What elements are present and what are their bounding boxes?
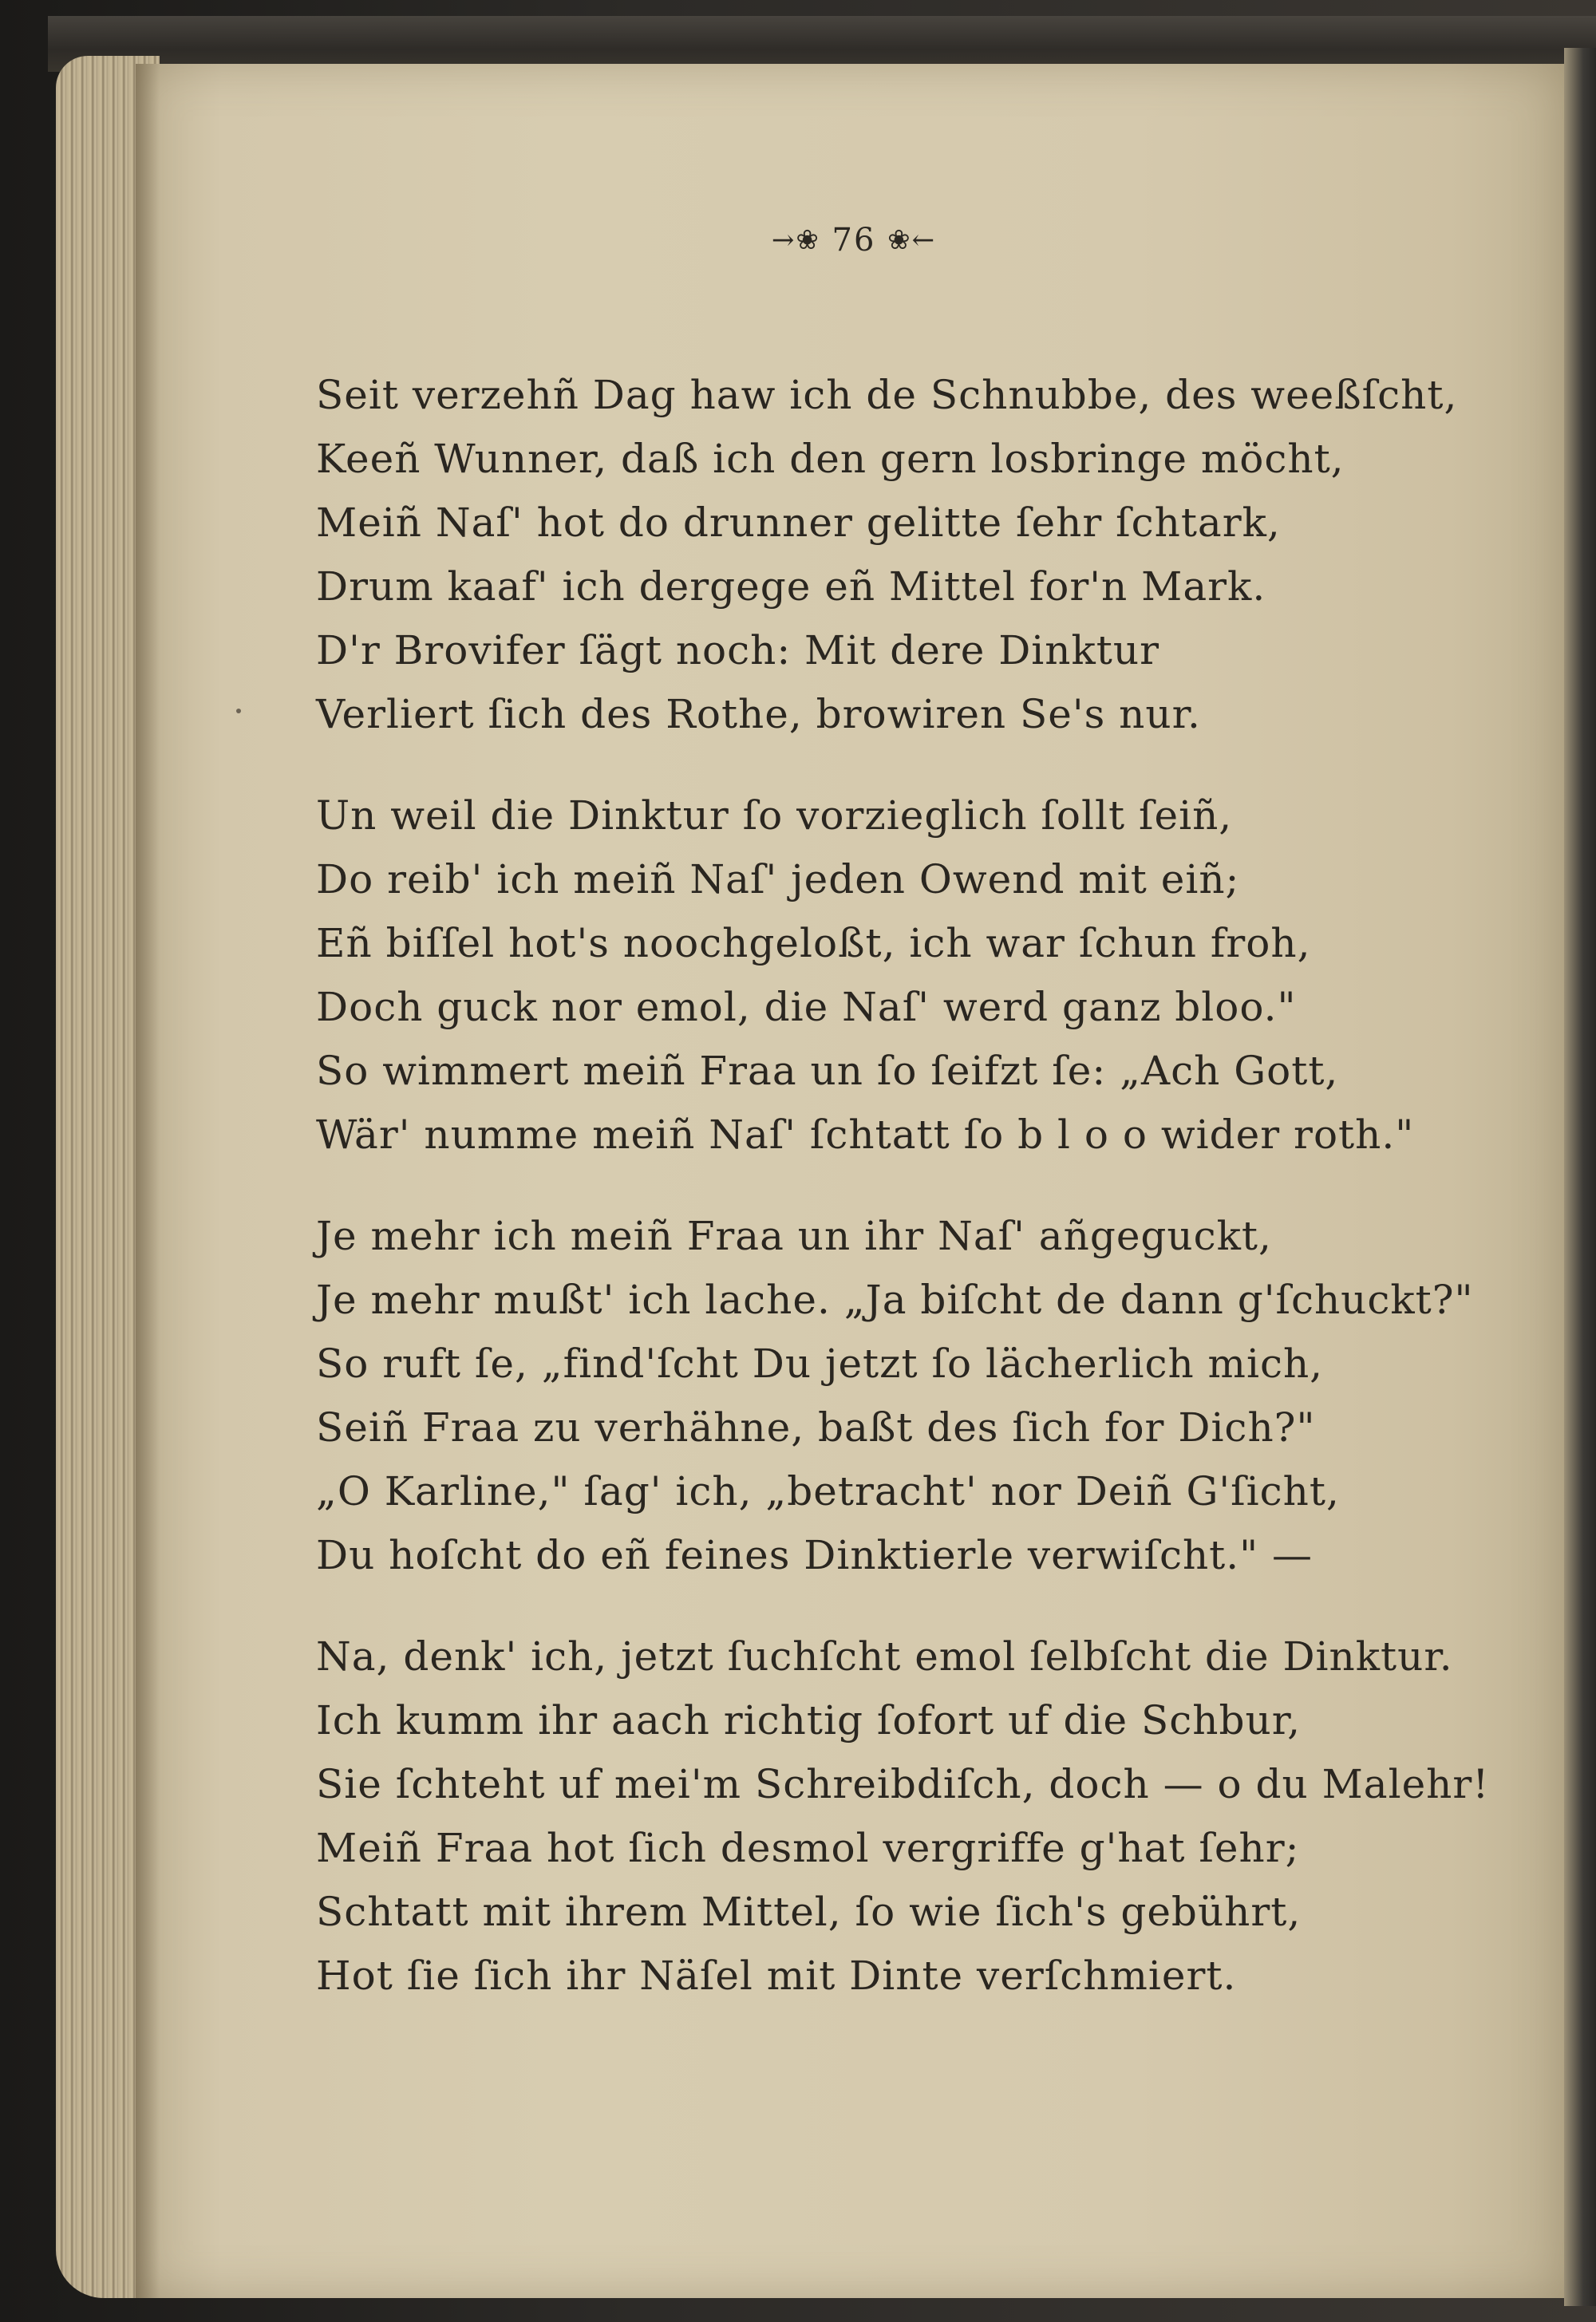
poem-body [316,363,1490,2045]
poem-line: Seiñ Fraa zu verhähne, baßt des ſich for Dich?" [316,1404,1316,1451]
ornament-right-icon: ❀← [887,224,937,256]
poem-line: Un weil die Dinktur ſo vorzieglich ſollt ſeiñ, [316,792,1233,839]
poem-line: So ruft ſe, „find'ſcht Du jetzt ſo lächerlich mich, [316,1341,1324,1387]
page-number: 76 [832,222,876,259]
margin-dot [236,709,241,713]
poem-line: Meiñ Naſ' hot do drunner gelitte ſehr ſchtark, [316,500,1281,546]
poem-line: Meiñ Fraa hot ſich desmol vergriffe g'hat ſehr; [316,1825,1300,1871]
poem-line: Hot ſie ſich ihr Näſel mit Dinte verſchmiert. [316,1953,1237,1999]
poem-line: „O Karline," ſag' ich, „betracht' nor Deiñ G'ſicht, [316,1468,1340,1514]
poem-line: Verliert ſich des Rothe, browiren Se's nur. [316,691,1201,737]
poem-line: Drum kaaf' ich dergege eñ Mittel for'n Mark. [316,563,1266,610]
poem-line: So wimmert meiñ Fraa un ſo ſeifzt ſe: „Ach Gott, [316,1048,1339,1094]
poem-line: D'r Brovifer ſägt noch: Mit dere Dinktur [316,627,1159,673]
poem-line: Seit verzehñ Dag haw ich de Schnubbe, des weeßſcht, [316,372,1458,418]
poem-line: Je mehr ich meiñ Fraa un ihr Naſ' añgeguckt, [316,1213,1272,1259]
poem-line: Na, denk' ich, jetzt ſuchſcht emol ſelbſcht die Dinktur. [316,1633,1453,1680]
stanza-1 [316,363,1458,746]
poem-line: Doch guck nor emol, die Naſ' werd ganz bloo." [316,984,1297,1030]
stanza-2 [316,784,1449,1167]
poem-line: Ich kumm ihr aach richtig ſofort uf die Schbur, [316,1697,1302,1743]
ornament-left-icon: →❀ [771,224,820,256]
poem-line: Wär' numme meiñ Naſ' ſchtatt ſo b l o o wider roth." [316,1112,1415,1158]
poem-line: Eñ biſſel hot's noochgeloßt, ich war ſchun froh, [316,920,1311,966]
page-header [694,222,1013,259]
poem-line: Do reib' ich meiñ Naſ' jeden Owend mit eiñ; [316,856,1240,902]
poem-line: Keeñ Wunner, daß ich den gern losbringe möcht, [316,436,1345,482]
book-right-edge [1564,48,1596,2306]
poem-line: Je mehr mußt' ich lache. „Ja biſcht de dann g'ſchuckt?" [316,1277,1474,1323]
poem-line: Schtatt mit ihrem Mittel, ſo wie ſich's gebührt, [316,1889,1302,1935]
stanza-3 [316,1204,1474,1587]
poem-line: Du hoſcht do eñ feines Dinktierle verwiſcht." — [316,1532,1314,1578]
poem-line: Sie ſchteht uf mei'm Schreibdiſch, doch — o du Malehr! [316,1761,1490,1807]
stanza-4 [316,1625,1490,2008]
